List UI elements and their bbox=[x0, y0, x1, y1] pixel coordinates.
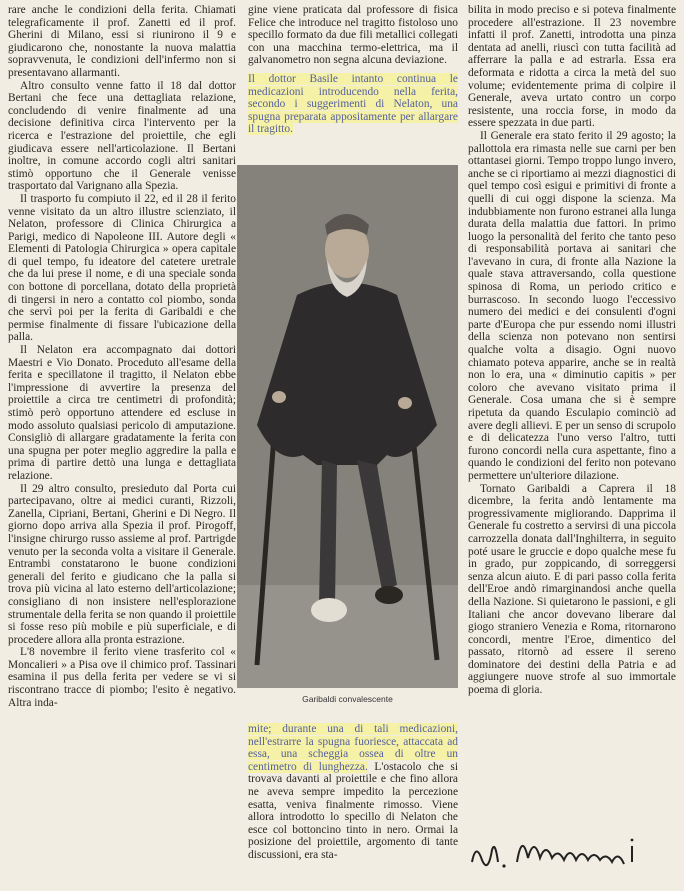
paragraph: Tornato Garibaldi a Caprera il 18 dicembre, la ferita andò lentamente ma progressivamente migliorando. Dapprima il Generale fu costretto a servirsi di una piccola carrozzella donata dall'Inghilterra, in seguito poté usare le gruccie e dopo qualche mese fu in grado, pur zoppicando, di sorreggersi senza alcun aiuto. E di pari passo colla ferita dell'Eroe andò rimarginandosi anche quella della Nazione. Si quietarono le passioni, e gli Italiani che ancor dovevano liberare dal giogo straniero Venezia e Roma, ritornarono concordi, mentre l'Eroe, dimentico del passato, ritornò ad essere il sereno dominatore dei destini della Patria e ad aggiungere nuove strofe al suo immortale poema di gloria. bbox=[468, 482, 676, 697]
highlighted-paragraph bbox=[248, 73, 458, 136]
column-middle-bottom bbox=[248, 723, 458, 862]
signature bbox=[462, 822, 674, 880]
column-left bbox=[8, 4, 236, 709]
highlighted-text: Il dottor Basile intanto continua le medicazioni introducendo nella ferita, secondo i suggerimenti di Nelaton, una spugna preparata appositamente per allargare il tragitto. bbox=[248, 72, 458, 136]
paragraph: Il Generale era stato ferito il 29 agosto; la pallottola era rimasta nelle sue carni per ben ottantasei giorni. Tempo troppo lungo invero, anche se ci riportiamo ai mezzi diagnostici di quel tempo così esigui e primitivi di fronte a quelli di cui oggi dispone la scienza. Ma indubbiamente non furono estranei alla lunga durata della malattia due fattori. In primo luogo la personalità del ferito che tanto peso di responsabilità portava ai sanitari che l'avevano in cura, di fronte alla Nazione la quale stava attraversando, colla questione spinosa di Roma, un periodo critico e burrascoso. In secondo luogo l'eccessivo numero dei medici e dei consulenti d'ogni parte d'Europa che pur essendo nomi illustri della scienza non potevano non sentirsi qualche volta a disagio. Ogni nuovo chiamato poteva apparire, anche se in realtà non lo era, una « diminutio capitis » per coloro che avevano visitato prima il Generale. Cosa umana che si è sempre ripetuta da quando Esculapio cominciò ad avere degli allievi. E per un senso di scrupolo e di delicatezza l'uno verso l'altro, tutti furono concordi nella cura aspettante, fino a quando le condizioni del ferito non potevano permettere un'ulteriore dilazione. bbox=[468, 129, 676, 482]
photo-caption: Garibaldi convalescente bbox=[302, 694, 393, 704]
paragraph bbox=[248, 723, 458, 862]
paragraph: gine viene praticata dal professore di fisica Felice che introduce nel tragitto fistoloso uno specillo formato da due fili metallici collegati con una macchina termo-elettrica, ma il galvanometro non segna alcuna deviazione. bbox=[248, 4, 458, 67]
paragraph: Il 29 altro consulto, presieduto dal Porta cui partecipavano, oltre ai medici curanti, Rizzoli, Zanella, Cipriani, Bertani, Gherini e Di Negro. Il giorno dopo arriva alla Spezia il prof. Pirogoff, l'insigne chirurgo russo assieme al prof. Partrigde venuto per la seconda volta a visitare il Generale. Entrambi constatarono le buone condizioni generali del ferito e giudicano che la palla si trova più vicina al lato esterno dell'articolazione; consigliano di non insistere nell'esplorazione strumentale della ferita se non quando il proiettile si fosse reso più mobile e più superficiale, e di procedere allora alla pronta estrazione. bbox=[8, 482, 236, 646]
garibaldi-figure-illustration bbox=[237, 165, 458, 688]
paragraph: rare anche le condizioni della ferita. Chiamati telegraficamente il prof. Zanetti ed il prof. Gherini di Milano, essi si riunirono il 9 e giudicarono che, nonostante la nuova malattia sopravvenuta, le condizioni dell'infermo non si presentavano allarmanti. bbox=[8, 4, 236, 79]
paragraph: Il Nelaton era accompagnato dai dottori Maestri e Vio Donato. Proceduto all'esame della ferita e specillatone il tragitto, il Nelaton ebbe l'impressione di avvertire la presenza del proiettile a circa tre centimetri di profondità; stimò però opportuno attendere ed escluse in modo assoluto qualsiasi pericolo di amputazione. Consigliò di allargare gradatamente la ferita con una spugna per poter meglio aggredire la palla e prima di partire dettò una lunga e dettagliata relazione. bbox=[8, 344, 236, 482]
paragraph: L'8 novembre il ferito viene trasferito col « Moncalieri » a Pisa ove il chimico prof. Tassinari esamina il pus della ferita per vedere se vi si riscontrano tracce di piombo; l'esito è negativo. Altra inda- bbox=[8, 646, 236, 709]
garibaldi-photo bbox=[237, 165, 458, 688]
paragraph-text: L'ostacolo che si trovava davanti al proiettile e che fino allora ne aveva sempre impedito la percezione esatta, veniva finalmente rimosso. Viene allora introdotto lo specillo di Nelaton che esce col bottoncino tinto in nero. Ormai la posizione del proiettile, argomento di tante discussioni, era sta- bbox=[248, 760, 458, 861]
handwritten-signature-image bbox=[462, 822, 674, 880]
paragraph: bilita in modo preciso e si poteva finalmente procedere all'estrazione. Il 23 novembre infatti il prof. Zanetti, introdotta una pinza dentata ad anelli, riuscì con tutta facilità ad afferrare la palla e ad estrarla. Essa era deformata e ridotta a circa la metà del suo volume; evidentemente prima di colpire il Generale, aveva urtato contro un corpo resistente, una roccia forse, in modo da essere spezzata in due parti. bbox=[468, 4, 676, 130]
highlighted-text: mite; durante una di tali medicazioni, nell'estrarre la spugna fuoriesce, attaccata ad essa, una scheggia ossea di oltre un centimetro di lunghezza. bbox=[248, 723, 458, 773]
column-middle-top bbox=[248, 4, 458, 136]
column-right bbox=[468, 4, 676, 697]
paragraph: Il trasporto fu compiuto il 22, ed il 28 il ferito venne visitato da un altro illustre scienziato, il Nelaton, professore di Clinica Chirurgica a Parigi, medico di Napoleone III. Autore degli « Elementi di Patologia Chirurgica » opera capitale di quel tempo, fu ideatore del catetere uretrale che da lui prese il nome, e di una speciale sonda con bottone di porcellana, dotato della proprietà di tingersi in nero a contatto col piombo, sonda che servì poi per la ferita di Garibaldi e che permise finalmente di fissare l'ubicazione della palla. bbox=[8, 192, 236, 344]
paragraph: Altro consulto venne fatto il 18 dal dottor Bertani che fece una dettagliata relazione, concludendo di venire finalmente ad una decisione definitiva circa l'intervento per la ricerca e l'estrazione del proiettile, che egli giudicava essere nell'articolazione. Il Bertani inoltre, in comune accordo cogli altri sanitari stimò opportuno che il Generale venisse trasportato dal Varignano alla Spezia. bbox=[8, 79, 236, 193]
